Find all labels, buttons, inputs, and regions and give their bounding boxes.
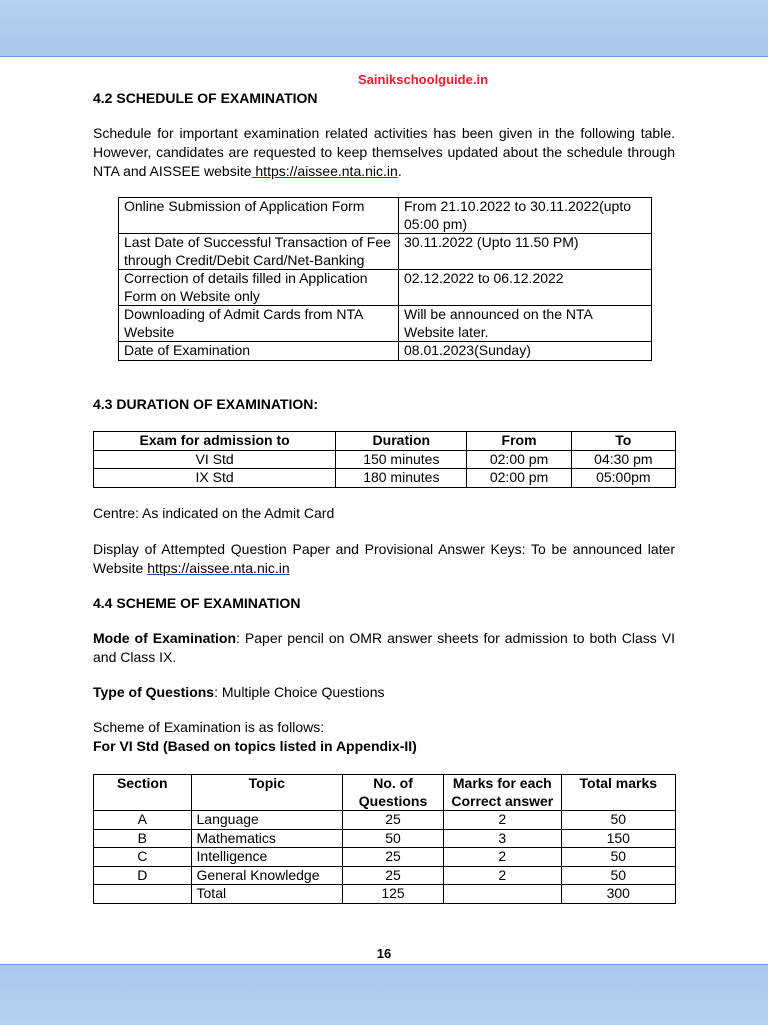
table-cell: B — [94, 829, 192, 848]
table-row — [119, 270, 652, 306]
table-cell: 04:30 pm — [571, 450, 675, 469]
schedule-date: 02.12.2022 to 06.12.2022 — [399, 270, 652, 306]
section-4-4-title: 4.4 SCHEME OF EXAMINATION — [93, 595, 301, 611]
table-cell: VI Std — [94, 450, 336, 469]
table-cell: 180 minutes — [336, 469, 467, 488]
schedule-activity: Date of Examination — [119, 342, 399, 361]
column-header: Topic — [191, 775, 343, 811]
column-header: Section — [94, 775, 192, 811]
table-row — [94, 848, 676, 867]
table-cell — [444, 885, 562, 904]
table-row — [119, 306, 652, 342]
bottom-banner — [0, 964, 768, 1025]
table-cell: 2 — [444, 811, 562, 830]
table-row — [94, 469, 676, 488]
mode-label: Mode of Examination — [93, 630, 237, 646]
schedule-table — [118, 197, 652, 361]
section-4-3-title: 4.3 DURATION OF EXAMINATION: — [93, 396, 319, 412]
page-number: 16 — [376, 946, 392, 961]
display-note-link[interactable]: https://aissee.nta.nic.in — [147, 560, 290, 576]
table-cell: 05:00pm — [571, 469, 675, 488]
schedule-activity: Downloading of Admit Cards from NTA Website — [119, 306, 399, 342]
table-cell: 125 — [343, 885, 444, 904]
table-cell: 150 minutes — [336, 450, 467, 469]
table-cell: 150 — [561, 829, 675, 848]
scheme-table — [93, 774, 676, 904]
column-header: Exam for admission to — [94, 432, 336, 451]
section-4-2-title: 4.2 SCHEDULE OF EXAMINATION — [93, 90, 318, 106]
table-cell: 02:00 pm — [467, 469, 571, 488]
schedule-date: 30.11.2022 (Upto 11.50 PM) — [399, 234, 652, 270]
site-watermark: Sainikschoolguide.in — [357, 72, 489, 87]
display-note-text: Display of Attempted Question Paper and Provisional Answer Keys: To be announced later Website — [93, 541, 675, 576]
mode-text: : Paper pencil on OMR answer sheets for admission to both Class VI and Class IX. — [93, 630, 675, 665]
table-row — [94, 866, 676, 885]
table-cell: D — [94, 866, 192, 885]
schedule-date: 08.01.2023(Sunday) — [399, 342, 652, 361]
centre-note: Centre: As indicated on the Admit Card — [93, 505, 335, 521]
table-cell: 02:00 pm — [467, 450, 571, 469]
table-cell: 50 — [561, 866, 675, 885]
table-row — [119, 198, 652, 234]
schedule-intro-text: Schedule for important examination related activities has been given in the following table. However, candidates are requested to keep themselves updated about the schedule through NTA and AISSEE website — [93, 125, 675, 179]
type-of-questions — [93, 683, 675, 702]
scheme-heading: For VI Std (Based on topics listed in Appendix-II) — [93, 738, 417, 754]
table-cell: General Knowledge — [191, 866, 343, 885]
column-header: Marks for each Correct answer — [444, 775, 562, 811]
schedule-date: Will be announced on the NTA Website later. — [399, 306, 652, 342]
top-banner — [0, 0, 768, 57]
table-cell: 300 — [561, 885, 675, 904]
table-cell: C — [94, 848, 192, 867]
schedule-activity: Correction of details filled in Application Form on Website only — [119, 270, 399, 306]
table-cell: 25 — [343, 811, 444, 830]
table-cell: 2 — [444, 866, 562, 885]
schedule-intro-end: . — [397, 163, 402, 179]
aissee-website-link[interactable]: https://aissee.nta.nic.in — [251, 163, 398, 179]
scheme-intro: Scheme of Examination is as follows: — [93, 719, 325, 735]
table-cell: 25 — [343, 848, 444, 867]
table-row — [94, 885, 676, 904]
column-header: To — [571, 432, 675, 451]
schedule-activity: Last Date of Successful Transaction of Fee through Credit/Debit Card/Net-Banking — [119, 234, 399, 270]
table-cell: Total — [191, 885, 343, 904]
schedule-date: From 21.10.2022 to 30.11.2022(upto 05:00 pm) — [399, 198, 652, 234]
table-row — [94, 450, 676, 469]
table-row — [94, 811, 676, 830]
table-cell: IX Std — [94, 469, 336, 488]
table-cell: Language — [191, 811, 343, 830]
table-cell: 3 — [444, 829, 562, 848]
table-cell: 50 — [561, 848, 675, 867]
column-header: No. of Questions — [343, 775, 444, 811]
table-row — [94, 829, 676, 848]
column-header: From — [467, 432, 571, 451]
table-cell: Mathematics — [191, 829, 343, 848]
table-row — [119, 342, 652, 361]
type-text: : Multiple Choice Questions — [214, 684, 385, 700]
duration-table — [93, 431, 676, 488]
mode-of-examination — [93, 629, 675, 667]
table-cell: A — [94, 811, 192, 830]
schedule-activity: Online Submission of Application Form — [119, 198, 399, 234]
table-cell: 50 — [343, 829, 444, 848]
column-header: Total marks — [561, 775, 675, 811]
display-note — [93, 540, 675, 578]
table-cell: 25 — [343, 866, 444, 885]
table-cell: Intelligence — [191, 848, 343, 867]
column-header: Duration — [336, 432, 467, 451]
type-label: Type of Questions — [93, 684, 215, 700]
table-row — [119, 234, 652, 270]
table-cell: 2 — [444, 848, 562, 867]
table-cell: 50 — [561, 811, 675, 830]
schedule-intro — [93, 124, 675, 181]
table-cell — [94, 885, 192, 904]
